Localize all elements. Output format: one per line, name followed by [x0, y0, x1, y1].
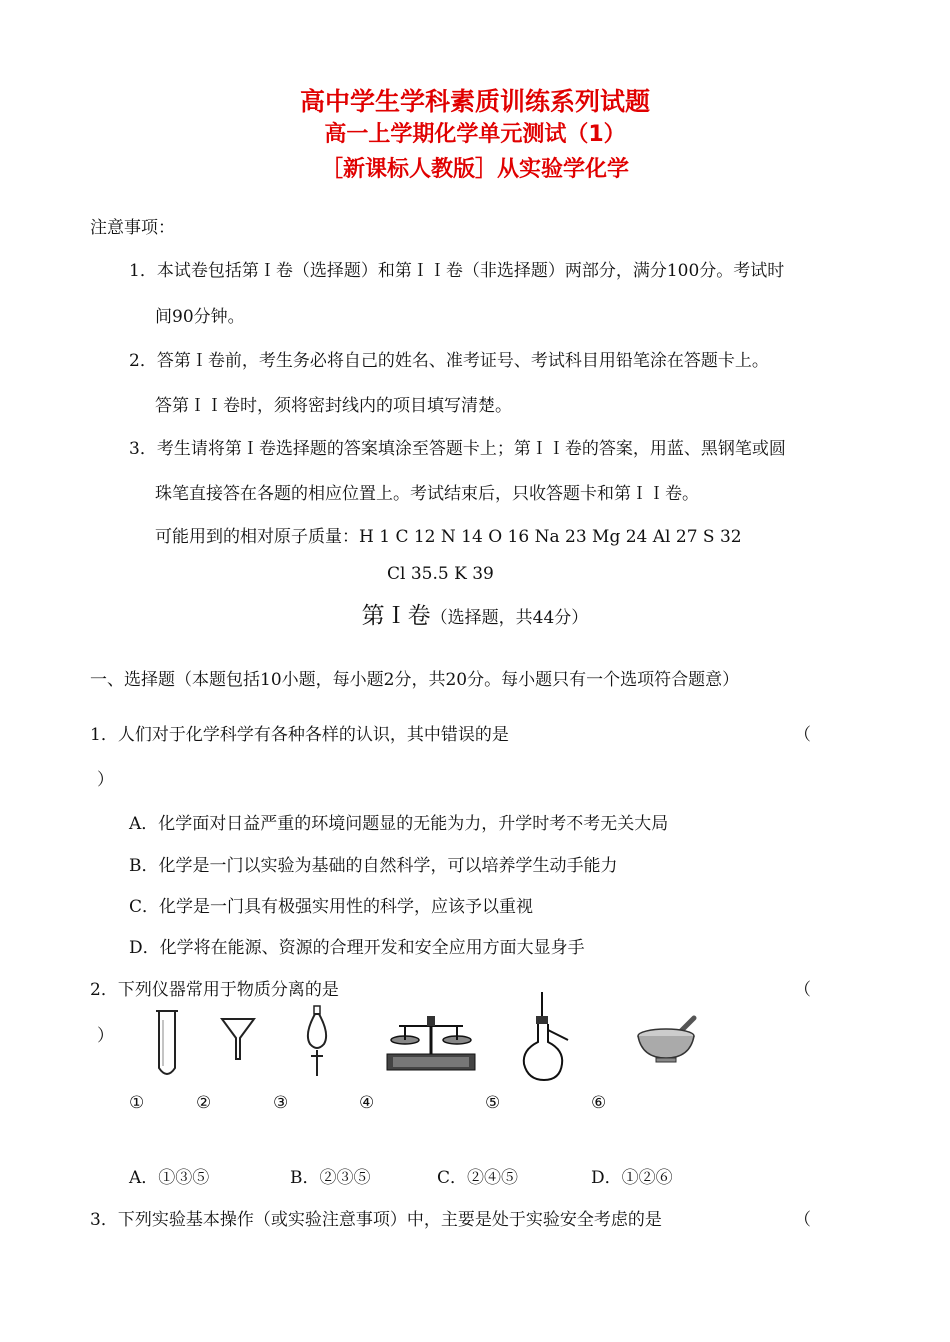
q1-option-c: C．化学是一门具有极强实用性的科学，应该予以重视	[129, 897, 534, 917]
notice-heading: 注意事项：	[90, 218, 175, 238]
title-line-2: 高一上学期化学单元测试（1）	[324, 122, 626, 147]
funnel-icon	[220, 1016, 256, 1061]
section-title-note: （选择题，共44分）	[430, 608, 589, 628]
atomic-masses-cont: Cl 35.5 K 39	[387, 564, 494, 584]
notice-item-2: 2．答第Ｉ卷前，考生务必将自己的姓名、准考证号、考试科目用铅笔涂在答题卡上。	[129, 351, 769, 371]
title-line-3: ［新课标人教版］从实验学化学	[320, 157, 629, 182]
atomic-masses: 可能用到的相对原子质量：H 1 C 12 N 14 O 16 Na 23 Mg 24 Al 27 S 32	[155, 527, 742, 547]
notice-item-3-cont: 珠笔直接答在各题的相应位置上。考试结束后，只收答题卡和第ＩＩ卷。	[155, 484, 699, 504]
distillation-flask-icon	[516, 990, 572, 1084]
section-title	[0, 597, 950, 630]
q2-option-b: B．②③⑤	[290, 1168, 371, 1188]
q1-option-d: D．化学将在能源、资源的合理开发和安全应用方面大显身手	[129, 938, 585, 958]
q2-paren-open: （	[794, 980, 811, 1000]
apparatus-label-1: ①	[129, 1093, 145, 1113]
q2-stem: 2．下列仪器常用于物质分离的是	[90, 980, 339, 1000]
q3-paren-open: （	[794, 1210, 811, 1230]
part-1-heading: 一、选择题（本题包括10小题，每小题2分，共20分。每小题只有一个选项符合题意）	[90, 670, 740, 690]
q1-option-a: A．化学面对日益严重的环境问题显的无能为力，升学时考不考无关大局	[129, 814, 669, 834]
q3-stem: 3．下列实验基本操作（或实验注意事项）中，主要是处于实验安全考虑的是	[90, 1210, 662, 1230]
apparatus-label-6: ⑥	[591, 1093, 607, 1113]
balance-scale-icon	[385, 1012, 477, 1074]
q1-stem: 1．人们对于化学科学有各种各样的认识，其中错误的是	[90, 725, 509, 745]
apparatus-label-2: ②	[196, 1093, 212, 1113]
notice-item-1-cont: 间90分钟。	[155, 307, 245, 327]
q1-option-b: B．化学是一门以实验为基础的自然科学，可以培养学生动手能力	[129, 856, 618, 876]
apparatus-label-3: ③	[273, 1093, 289, 1113]
separatory-funnel-icon	[300, 1004, 334, 1079]
section-title-main: 第Ｉ卷	[361, 603, 431, 629]
mortar-and-pestle-icon	[636, 1014, 698, 1064]
q2-paren-close: ）	[97, 1026, 114, 1046]
q2-option-d: D．①②⑥	[591, 1168, 673, 1188]
apparatus-label-4: ④	[359, 1093, 375, 1113]
apparatus-label-5: ⑤	[485, 1093, 501, 1113]
title-line-1: 高中学生学科素质训练系列试题	[299, 87, 650, 116]
q1-paren-close: ）	[97, 770, 114, 790]
q2-option-c: C．②④⑤	[437, 1168, 519, 1188]
notice-item-1: 1．本试卷包括第Ｉ卷（选择题）和第ＩＩ卷（非选择题）两部分，满分100分。考试时	[129, 261, 785, 281]
q1-paren-open: （	[794, 725, 811, 745]
test-tube-icon	[152, 1008, 182, 1083]
notice-item-2-cont: 答第ＩＩ卷时，须将密封线内的项目填写清楚。	[155, 396, 512, 416]
notice-item-3: 3．考生请将第Ｉ卷选择题的答案填涂至答题卡上；第ＩＩ卷的答案，用蓝、黑钢笔或圆	[129, 439, 786, 459]
q2-option-a: A．①③⑤	[129, 1168, 210, 1188]
